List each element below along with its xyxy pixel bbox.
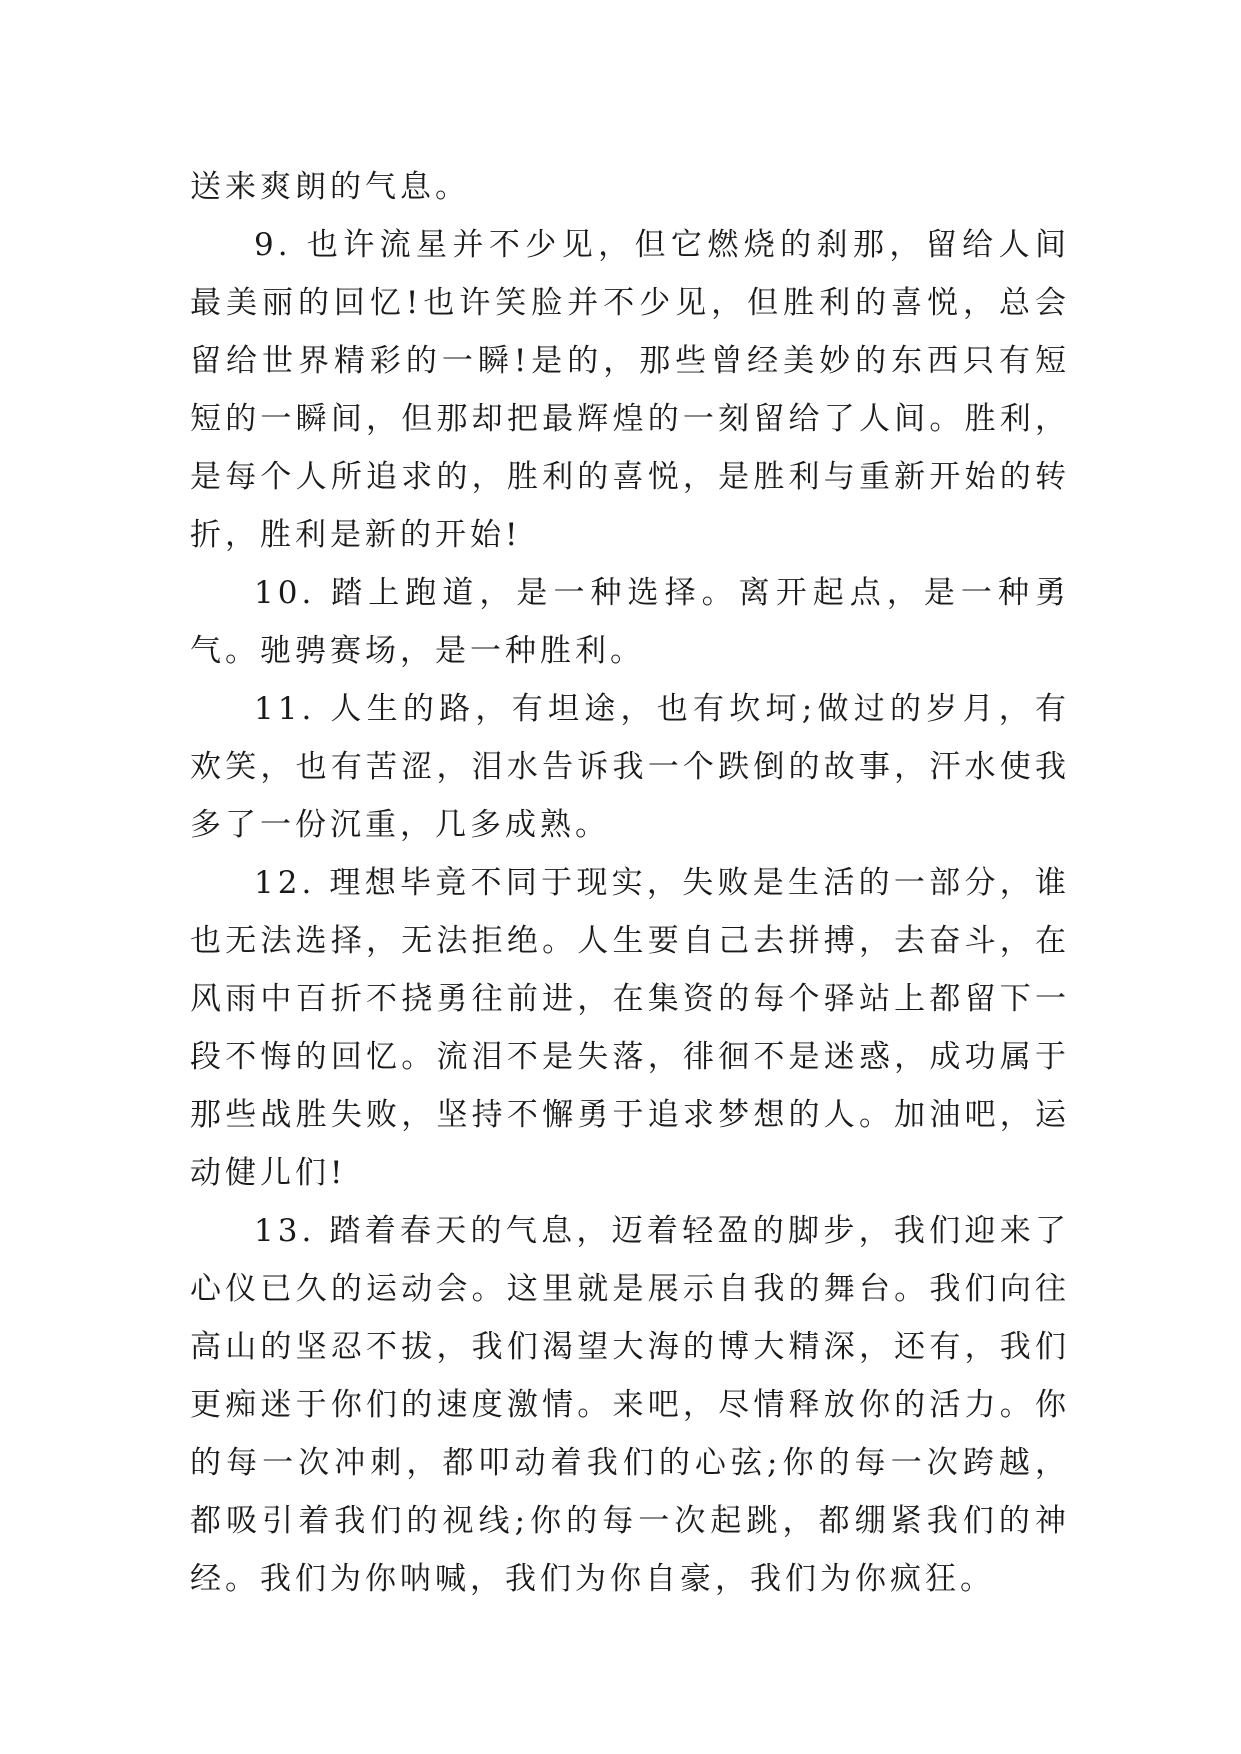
paragraph-item-13: 13. 踏着春天的气息，迈着轻盈的脚步，我们迎来了心仪已久的运动会。这里就是展示自我的舞台。我们向往高山的坚忍不拔，我们渴望大海的博大精深，还有，我们更痴迷于你们的速度激情。来吧，尽情释放你的活力。你的每一次冲刺，都叩动着我们的心弦;你的每一次跨越，都吸引着我们的视线;你的每一次起跳，都绷紧我们的神经。我们为你呐喊，我们为你自豪，我们为你疯狂。 [190, 1213, 1070, 1597]
paragraph-item-9: 9. 也许流星并不少见，但它燃烧的刹那，留给人间最美丽的回忆!也许笑脸并不少见，但胜利的喜悦，总会留给世界精彩的一瞬!是的，那些曾经美妙的东西只有短短的一瞬间，但那却把最辉煌的一刻留给了人间。胜利，是每个人所追求的，胜利的喜悦，是胜利与重新开始的转折，胜利是新的开始! [190, 227, 1070, 553]
paragraph-item-10: 10. 踏上跑道，是一种选择。离开起点，是一种勇气。驰骋赛场，是一种胜利。 [190, 575, 1070, 669]
document-body [190, 158, 1070, 1608]
paragraph-item-11: 11. 人生的路，有坦途，也有坎坷;做过的岁月，有欢笑，也有苦涩，泪水告诉我一个跌倒的故事，汗水使我多了一份沉重，几多成熟。 [190, 691, 1070, 843]
paragraph-continuation: 送来爽朗的气息。 [190, 169, 470, 205]
paragraph-item-12: 12. 理想毕竟不同于现实，失败是生活的一部分，谁也无法选择，无法拒绝。人生要自己去拼搏，去奋斗，在风雨中百折不挠勇往前进，在集资的每个驿站上都留下一段不悔的回忆。流泪不是失落，徘徊不是迷惑，成功属于那些战胜失败，坚持不懈勇于追求梦想的人。加油吧，运动健儿们! [190, 865, 1070, 1191]
